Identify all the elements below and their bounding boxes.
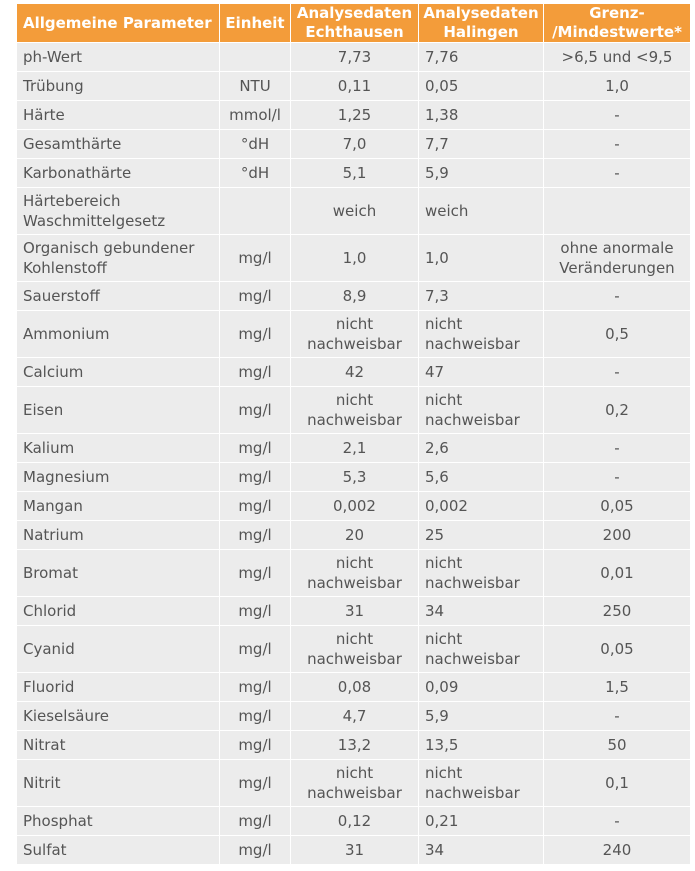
cell-unit: °dH [220,158,291,187]
cell-param: Cyanid [17,625,220,672]
cell-param: Härte [17,100,220,129]
cell-limit: - [544,281,690,310]
table-row [17,234,690,281]
table-row [17,491,690,520]
cell-echthausen: weich [291,187,419,234]
cell-halingen: nicht nachweisbar [419,625,544,672]
cell-halingen: 0,21 [419,806,544,835]
cell-unit: NTU [220,71,291,100]
cell-halingen: 0,09 [419,672,544,701]
table-row [17,520,690,549]
cell-param: Natrium [17,520,220,549]
cell-limit: - [544,158,690,187]
cell-echthausen: 5,1 [291,158,419,187]
cell-echthausen: 42 [291,357,419,386]
cell-limit: 0,01 [544,549,690,596]
cell-halingen: 1,38 [419,100,544,129]
cell-echthausen: 31 [291,835,419,864]
cell-unit: mg/l [220,672,291,701]
table-row [17,433,690,462]
cell-unit [220,187,291,234]
cell-echthausen: 0,08 [291,672,419,701]
cell-param: Trübung [17,71,220,100]
table-row [17,158,690,187]
cell-unit: mmol/l [220,100,291,129]
cell-param: Phosphat [17,806,220,835]
cell-unit: mg/l [220,701,291,730]
cell-limit: 240 [544,835,690,864]
header-limit: Grenz- /Mindestwerte* [544,4,690,42]
cell-param: ph-Wert [17,42,220,71]
table-body [17,42,690,864]
cell-halingen: 5,6 [419,462,544,491]
cell-unit [220,42,291,71]
cell-unit: mg/l [220,835,291,864]
cell-limit [544,187,690,234]
cell-unit: mg/l [220,596,291,625]
table-row [17,549,690,596]
table-row [17,806,690,835]
cell-echthausen: nicht nachweisbar [291,759,419,806]
table-row [17,357,690,386]
cell-halingen: 0,05 [419,71,544,100]
cell-limit: 0,5 [544,310,690,357]
table-row [17,42,690,71]
cell-echthausen: 7,0 [291,129,419,158]
cell-echthausen: 7,73 [291,42,419,71]
cell-limit: - [544,129,690,158]
table-row [17,730,690,759]
cell-halingen: 1,0 [419,234,544,281]
cell-param: Bromat [17,549,220,596]
cell-unit: mg/l [220,491,291,520]
cell-echthausen: 20 [291,520,419,549]
cell-echthausen: 0,12 [291,806,419,835]
cell-limit: 200 [544,520,690,549]
table-row [17,835,690,864]
cell-param: Nitrat [17,730,220,759]
cell-unit: mg/l [220,234,291,281]
cell-echthausen: 0,11 [291,71,419,100]
cell-param: Nitrit [17,759,220,806]
cell-echthausen: nicht nachweisbar [291,625,419,672]
cell-param: Härtebereich Waschmittelgesetz [17,187,220,234]
cell-unit: mg/l [220,730,291,759]
cell-param: Karbonathärte [17,158,220,187]
cell-echthausen: 5,3 [291,462,419,491]
cell-limit: >6,5 und <9,5 [544,42,690,71]
cell-limit: 50 [544,730,690,759]
cell-limit: 0,05 [544,625,690,672]
cell-param: Magnesium [17,462,220,491]
cell-unit: mg/l [220,625,291,672]
header-unit: Einheit [220,4,291,42]
table-row [17,462,690,491]
cell-limit: ohne anormale Veränderungen [544,234,690,281]
cell-echthausen: 1,0 [291,234,419,281]
cell-unit: °dH [220,129,291,158]
cell-echthausen: nicht nachweisbar [291,549,419,596]
table-row [17,100,690,129]
cell-limit: - [544,357,690,386]
cell-echthausen: 2,1 [291,433,419,462]
cell-unit: mg/l [220,549,291,596]
cell-halingen: 34 [419,835,544,864]
cell-halingen: 7,7 [419,129,544,158]
cell-param: Mangan [17,491,220,520]
cell-param: Kieselsäure [17,701,220,730]
cell-unit: mg/l [220,806,291,835]
cell-unit: mg/l [220,310,291,357]
header-halingen: Analysedaten Halingen [419,4,544,42]
cell-limit: 0,1 [544,759,690,806]
cell-param: Fluorid [17,672,220,701]
cell-param: Gesamthärte [17,129,220,158]
cell-param: Calcium [17,357,220,386]
cell-param: Sauerstoff [17,281,220,310]
cell-halingen: nicht nachweisbar [419,386,544,433]
cell-limit: - [544,462,690,491]
water-analysis-table-container [17,4,690,864]
cell-halingen: 25 [419,520,544,549]
cell-unit: mg/l [220,462,291,491]
cell-halingen: 13,5 [419,730,544,759]
cell-halingen: 5,9 [419,158,544,187]
cell-halingen: 0,002 [419,491,544,520]
cell-halingen: 2,6 [419,433,544,462]
cell-echthausen: nicht nachweisbar [291,386,419,433]
table-row [17,759,690,806]
cell-limit: 250 [544,596,690,625]
cell-limit: - [544,701,690,730]
cell-halingen: 34 [419,596,544,625]
header-echthausen: Analysedaten Echthausen [291,4,419,42]
table-row [17,71,690,100]
cell-echthausen: nicht nachweisbar [291,310,419,357]
table-row [17,701,690,730]
cell-echthausen: 4,7 [291,701,419,730]
cell-halingen: nicht nachweisbar [419,310,544,357]
cell-halingen: 5,9 [419,701,544,730]
cell-echthausen: 0,002 [291,491,419,520]
cell-echthausen: 1,25 [291,100,419,129]
table-row [17,281,690,310]
table-header-row [17,4,690,42]
cell-echthausen: 13,2 [291,730,419,759]
cell-limit: 0,05 [544,491,690,520]
cell-halingen: 47 [419,357,544,386]
table-row [17,625,690,672]
table-row [17,129,690,158]
cell-param: Chlorid [17,596,220,625]
cell-unit: mg/l [220,759,291,806]
cell-limit: 1,5 [544,672,690,701]
table-row [17,672,690,701]
cell-param: Sulfat [17,835,220,864]
table-row [17,310,690,357]
cell-unit: mg/l [220,386,291,433]
cell-unit: mg/l [220,433,291,462]
cell-halingen: nicht nachweisbar [419,759,544,806]
cell-param: Eisen [17,386,220,433]
table-row [17,596,690,625]
cell-unit: mg/l [220,357,291,386]
cell-halingen: weich [419,187,544,234]
cell-limit: - [544,433,690,462]
cell-halingen: nicht nachweisbar [419,549,544,596]
cell-limit: 0,2 [544,386,690,433]
cell-echthausen: 31 [291,596,419,625]
cell-limit: - [544,100,690,129]
table-row [17,187,690,234]
cell-halingen: 7,76 [419,42,544,71]
header-param: Allgemeine Parameter [17,4,220,42]
cell-param: Kalium [17,433,220,462]
cell-unit: mg/l [220,281,291,310]
cell-echthausen: 8,9 [291,281,419,310]
cell-halingen: 7,3 [419,281,544,310]
cell-param: Ammonium [17,310,220,357]
cell-limit: 1,0 [544,71,690,100]
water-analysis-table [17,4,690,864]
cell-unit: mg/l [220,520,291,549]
cell-limit: - [544,806,690,835]
table-row [17,386,690,433]
cell-param: Organisch gebundener Kohlenstoff [17,234,220,281]
